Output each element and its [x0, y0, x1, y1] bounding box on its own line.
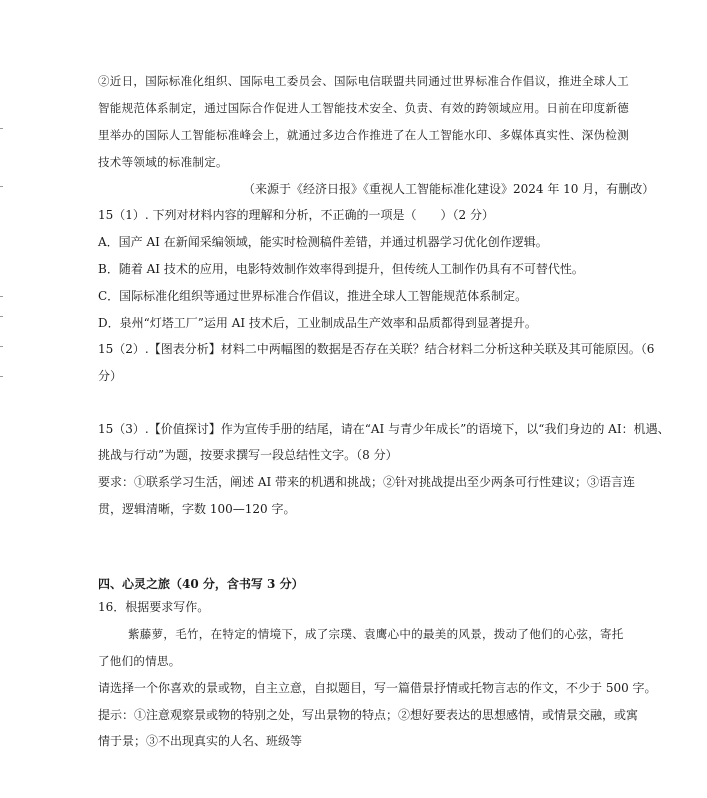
margin-mark — [0, 316, 3, 317]
question-16-title: 16．根据要求写作。 — [98, 600, 210, 614]
writing-tip-line: 提示：①注意观察景或物的特别之处，写出景物的特点；②想好要表达的思想感情，或情景交融，或寓 — [98, 708, 639, 722]
margin-mark — [0, 376, 3, 377]
question-15-3-line: 15（3）.【价值探讨】作为宣传手册的结尾，请在“AI 与青少年成长”的语境下，以“我们身边的 AI：机遇、 — [98, 422, 670, 436]
question-15-1-stem: 15（1）. 下列对材料内容的理解和分析，不正确的一项是（ ）（2 分） — [98, 208, 494, 222]
option-d: D．泉州“灯塔工厂”运用 AI 技术后，工业制成品生产效率和品质都得到显著提升。 — [98, 316, 537, 330]
margin-mark — [0, 346, 3, 347]
option-b: B．随着 AI 技术的应用，电影特效制作效率得到提升，但传统人工制作仍具有不可替代性。 — [98, 262, 584, 276]
question-15-2-line: 15（2）.【图表分析】材料二中两幅图的数据是否存在关联？结合材料二分析这种关联及其可能原因。（6 — [98, 342, 655, 356]
option-c: C．国际标准化组织等通过世界标准合作倡议，推进全球人工智能规范体系制定。 — [98, 289, 528, 303]
question-15-2-line: 分） — [98, 369, 123, 383]
option-a: A．国产 AI 在新闻采编领域，能实时检测稿件差错，并通过机器学习优化创作逻辑。 — [98, 235, 548, 249]
material-paragraph-line: 技术等领域的标准制定。 — [98, 155, 228, 169]
material-paragraph-line: 智能规范体系制定，通过国际合作促进人工智能技术安全、负责、有效的跨领域应用。日前在印度新德 — [98, 101, 629, 115]
section-4-heading: 四、心灵之旅（40 分，含书写 3 分） — [98, 577, 304, 591]
question-15-3-line: 挑战与行动”为题，按要求撰写一段总结性文字。（8 分） — [98, 448, 398, 462]
material-paragraph-line: ②近日，国际标准化组织、国际电工委员会、国际电信联盟共同通过世界标准合作倡议，推进全球人工 — [98, 74, 629, 88]
margin-mark — [0, 186, 3, 187]
material-paragraph-line: 里举办的国际人工智能标准峰会上，就通过多边合作推进了在人工智能水印、多媒体真实性、深伪检测 — [98, 128, 629, 142]
margin-mark — [0, 296, 3, 297]
writing-instruction: 请选择一个你喜欢的景或物，自主立意，自拟题目，写一篇借景抒情或托物言志的作文，不少于 500 字。 — [98, 681, 657, 695]
question-15-3-requirement: 要求：①联系学习生活，阐述 AI 带来的机遇和挑战；②针对挑战提出至少两条可行性建议；③语言连 — [98, 475, 636, 489]
writing-prompt-line: 紫藤萝，毛竹，在特定的情境下，成了宗璞、袁鹰心中的最美的风景，拨动了他们的心弦，寄托 — [128, 627, 624, 641]
question-15-3-requirement: 贯，逻辑清晰，字数 100—120 字。 — [98, 502, 296, 516]
material-source: （来源于《经济日报》《重视人工智能标准化建设》2024 年 10 月，有删改） — [243, 182, 655, 196]
writing-tip-line: 情于景；③不出现真实的人名、班级等 — [98, 734, 303, 748]
writing-prompt-line: 了他们的情思。 — [98, 654, 181, 668]
margin-mark — [0, 128, 3, 129]
